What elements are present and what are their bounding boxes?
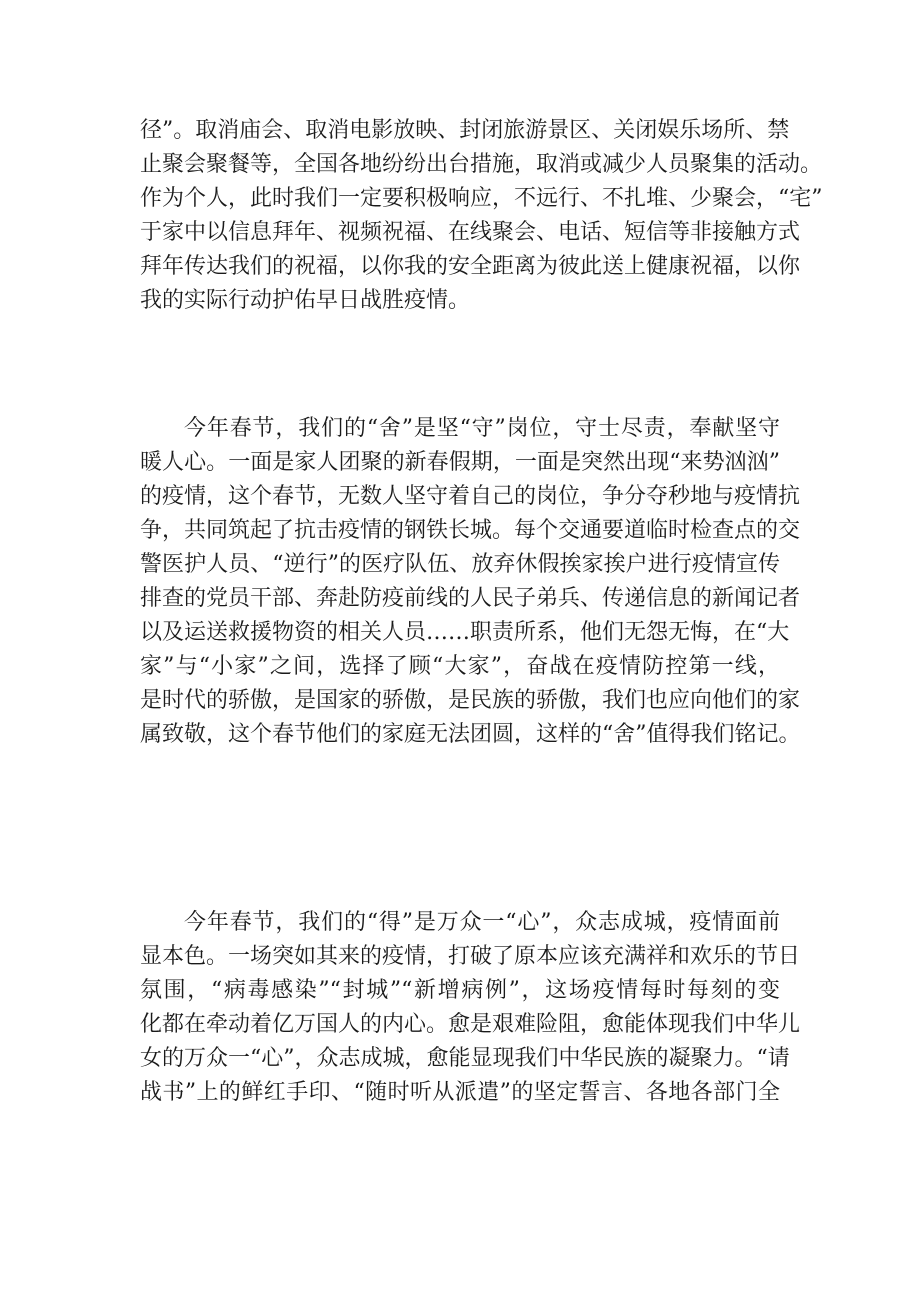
text-line: 今年春节，我们的“得”是万众一“心”，众志成城，疫情面前: [184, 910, 780, 935]
text-line: 暖人心。一面是家人团聚的新春假期，一面是突然出现“来势汹汹”: [140, 450, 780, 475]
text-line: 径”。取消庙会、取消电影放映、封闭旅游景区、关闭娱乐场所、禁: [140, 118, 790, 143]
paragraph-1: [140, 114, 823, 318]
text-line: 战书”上的鲜红手印、“随时听从派遣”的坚定誓言、各地各部门全: [140, 1080, 780, 1105]
text-line: 家”与“小家”之间，选择了顾“大家”，奋战在疫情防控第一线，: [140, 654, 780, 679]
text-line: 我的实际行动护佑早日战胜疫情。: [140, 288, 471, 313]
text-line: 今年春节，我们的“舍”是坚“守”岗位，守士尽责，奉献坚守: [184, 416, 780, 441]
text-line: 争，共同筑起了抗击疫情的钢铁长城。每个交通要道临时检查点的交: [140, 518, 801, 543]
text-line: 拜年传达我们的祝福，以你我的安全距离为彼此送上健康祝福，以你: [140, 254, 801, 279]
text-line: 女的万众一“心”，众志成城，愈能显现我们中华民族的凝聚力。“请: [140, 1046, 790, 1071]
text-line: 的疫情，这个春节，无数人坚守着自己的岗位，争分夺秒地与疫情抗: [140, 484, 801, 509]
text-line: 排查的党员干部、奔赴防疫前线的人民子弟兵、传递信息的新闻记者: [140, 586, 801, 611]
text-line: 作为个人，此时我们一定要积极响应，不远行、不扎堆、少聚会，“宅”: [140, 186, 823, 211]
text-line: 是时代的骄傲，是国家的骄傲，是民族的骄傲，我们也应向他们的家: [140, 688, 801, 713]
text-line: 警医护人员、“逆行”的医疗队伍、放弃休假挨家挨户进行疫情宣传: [140, 552, 780, 577]
text-line: 显本色。一场突如其来的疫情，打破了原本应该充满祥和欢乐的节日: [140, 944, 801, 969]
text-line: 以及运送救援物资的相关人员……职责所系，他们无怨无悔，在“大: [140, 620, 790, 645]
text-line: 于家中以信息拜年、视频祝福、在线聚会、电话、短信等非接触方式: [140, 220, 801, 245]
paragraph-3: [140, 906, 801, 1110]
text-line: 属致敬，这个春节他们的家庭无法团圆，这样的“舍”值得我们铭记。: [140, 722, 801, 747]
text-line: 止聚会聚餐等，全国各地纷纷出台措施，取消或减少人员聚集的活动。: [140, 152, 823, 177]
text-line: 化都在牵动着亿万国人的内心。愈是艰难险阻，愈能体现我们中华儿: [140, 1012, 801, 1037]
paragraph-2: [140, 412, 801, 752]
text-line: 氛围，“病毒感染”“封城”“新增病例”，这场疫情每时每刻的变: [140, 978, 780, 1003]
